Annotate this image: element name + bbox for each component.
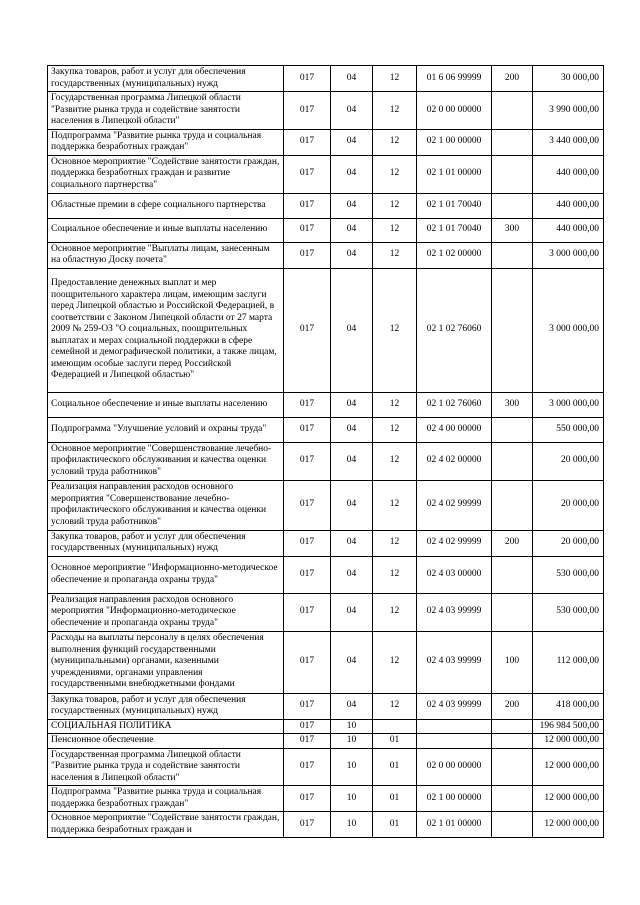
row-ved-cell: 017 xyxy=(284,268,331,392)
row-amount-cell: 20 000,00 xyxy=(533,480,604,530)
row-amount-cell: 3 440 000,00 xyxy=(533,129,604,155)
row-target-article-cell: 02 0 00 00000 xyxy=(417,92,492,130)
row-name-cell: Областные премии в сфере социального партнерства xyxy=(48,193,284,218)
row-ved-cell: 017 xyxy=(284,693,331,719)
row-subsection-cell: 12 xyxy=(373,417,417,442)
row-ved-cell: 017 xyxy=(284,631,331,693)
row-subsection-cell: 12 xyxy=(373,129,417,155)
row-section-cell: 04 xyxy=(331,155,373,193)
row-section-cell: 04 xyxy=(331,442,373,480)
row-section-cell: 10 xyxy=(331,734,373,749)
row-section-cell: 10 xyxy=(331,812,373,838)
row-name-cell: Государственная программа Липецкой области "Развитие рынка труда и содействие занятости населения в Липецкой области" xyxy=(48,92,284,130)
row-name-cell: Социальное обеспечение и иные выплаты населению xyxy=(48,218,284,242)
table-row xyxy=(48,693,604,719)
row-subsection-cell: 01 xyxy=(373,812,417,838)
row-expense-type-cell xyxy=(492,593,533,631)
row-name-cell: Предоставление денежных выплат и мер поощрительного характера лицам, имеющим заслуги перед Липецкой областью и Российской Федерацией, в соответствии с Законом Липецкой области от 27 марта 2009 № 259-ОЗ "О социальных, поощрительных выплатах и мерах социальной поддержки в сфере семейной и демографической политики, а также лицам, имеющим особые заслуги перед Российской Федерацией и Липецкой областью" xyxy=(48,268,284,392)
table-row xyxy=(48,786,604,812)
table-row xyxy=(48,593,604,631)
table-row xyxy=(48,719,604,734)
table-row xyxy=(48,734,604,749)
row-section-cell: 04 xyxy=(331,417,373,442)
table-row xyxy=(48,66,604,92)
row-name-cell: Подпрограмма "Развитие рынка труда и социальная поддержка безработных граждан" xyxy=(48,786,284,812)
table-row xyxy=(48,92,604,130)
row-subsection-cell: 12 xyxy=(373,92,417,130)
row-ved-cell: 017 xyxy=(284,530,331,556)
row-expense-type-cell: 100 xyxy=(492,631,533,693)
row-amount-cell: 12 000 000,00 xyxy=(533,734,604,749)
row-target-article-cell: 02 1 00 00000 xyxy=(417,786,492,812)
row-amount-cell: 196 984 500,00 xyxy=(533,719,604,734)
row-expense-type-cell: 300 xyxy=(492,392,533,417)
table-row xyxy=(48,193,604,218)
row-section-cell: 04 xyxy=(331,218,373,242)
row-subsection-cell: 12 xyxy=(373,218,417,242)
table-row xyxy=(48,480,604,530)
row-target-article-cell: 02 1 01 00000 xyxy=(417,155,492,193)
row-name-cell: Государственная программа Липецкой области "Развитие рынка труда и содействие занятости населения в Липецкой области" xyxy=(48,748,284,786)
row-ved-cell: 017 xyxy=(284,812,331,838)
row-expense-type-cell: 300 xyxy=(492,218,533,242)
row-name-cell: Реализация направления расходов основного мероприятия "Информационно-методическое обеспечение и пропаганда охраны труда" xyxy=(48,593,284,631)
table-row xyxy=(48,748,604,786)
row-name-cell: Пенсионное обеспечение xyxy=(48,734,284,749)
table-row xyxy=(48,442,604,480)
row-expense-type-cell: 200 xyxy=(492,530,533,556)
row-name-cell: Основное мероприятие "Содействие занятости граждан, поддержка безработных граждан и развитие социального партнерства" xyxy=(48,155,284,193)
row-target-article-cell xyxy=(417,719,492,734)
row-target-article-cell xyxy=(417,734,492,749)
row-target-article-cell: 02 4 00 00000 xyxy=(417,417,492,442)
row-name-cell: Закупка товаров, работ и услуг для обеспечения государственных (муниципальных) нужд xyxy=(48,693,284,719)
row-expense-type-cell xyxy=(492,719,533,734)
row-section-cell: 04 xyxy=(331,92,373,130)
row-amount-cell: 112 000,00 xyxy=(533,631,604,693)
row-amount-cell: 440 000,00 xyxy=(533,193,604,218)
row-expense-type-cell xyxy=(492,734,533,749)
row-section-cell: 04 xyxy=(331,268,373,392)
table-body xyxy=(48,66,604,838)
row-target-article-cell: 02 4 03 00000 xyxy=(417,556,492,593)
row-target-article-cell: 02 1 01 70040 xyxy=(417,218,492,242)
row-section-cell: 04 xyxy=(331,593,373,631)
row-expense-type-cell xyxy=(492,193,533,218)
row-target-article-cell: 02 4 02 99999 xyxy=(417,480,492,530)
row-expense-type-cell: 200 xyxy=(492,66,533,92)
row-subsection-cell: 12 xyxy=(373,693,417,719)
row-section-cell: 04 xyxy=(331,631,373,693)
row-target-article-cell: 02 4 02 99999 xyxy=(417,530,492,556)
row-amount-cell: 440 000,00 xyxy=(533,218,604,242)
row-ved-cell: 017 xyxy=(284,748,331,786)
row-ved-cell: 017 xyxy=(284,734,331,749)
row-amount-cell: 3 990 000,00 xyxy=(533,92,604,130)
row-amount-cell: 20 000,00 xyxy=(533,530,604,556)
row-section-cell: 04 xyxy=(331,693,373,719)
row-name-cell: Закупка товаров, работ и услуг для обеспечения государственных (муниципальных) нужд xyxy=(48,530,284,556)
row-name-cell: Закупка товаров, работ и услуг для обеспечения государственных (муниципальных) нужд xyxy=(48,66,284,92)
row-ved-cell: 017 xyxy=(284,66,331,92)
table-row xyxy=(48,812,604,838)
row-amount-cell: 3 000 000,00 xyxy=(533,242,604,268)
row-name-cell: Реализация направления расходов основного мероприятия "Совершенствование лечебно-профилактического обслуживания и качества оценки условий труда работников" xyxy=(48,480,284,530)
row-section-cell: 04 xyxy=(331,129,373,155)
row-section-cell: 10 xyxy=(331,786,373,812)
row-name-cell: СОЦИАЛЬНАЯ ПОЛИТИКА xyxy=(48,719,284,734)
row-amount-cell: 12 000 000,00 xyxy=(533,748,604,786)
row-name-cell: Социальное обеспечение и иные выплаты населению xyxy=(48,392,284,417)
row-expense-type-cell xyxy=(492,556,533,593)
row-ved-cell: 017 xyxy=(284,129,331,155)
row-subsection-cell: 12 xyxy=(373,392,417,417)
budget-table-page xyxy=(47,65,603,838)
row-name-cell: Подпрограмма "Улучшение условий и охраны труда" xyxy=(48,417,284,442)
row-name-cell: Подпрограмма "Развитие рынка труда и социальная поддержка безработных граждан" xyxy=(48,129,284,155)
row-ved-cell: 017 xyxy=(284,218,331,242)
row-ved-cell: 017 xyxy=(284,786,331,812)
table-row xyxy=(48,218,604,242)
row-section-cell: 04 xyxy=(331,66,373,92)
table-row xyxy=(48,155,604,193)
row-ved-cell: 017 xyxy=(284,155,331,193)
table-row xyxy=(48,631,604,693)
row-name-cell: Основное мероприятие "Информационно-методическое обеспечение и пропаганда охраны труда" xyxy=(48,556,284,593)
row-expense-type-cell xyxy=(492,748,533,786)
row-subsection-cell xyxy=(373,719,417,734)
row-expense-type-cell xyxy=(492,417,533,442)
table-row xyxy=(48,129,604,155)
row-section-cell: 04 xyxy=(331,193,373,218)
row-amount-cell: 12 000 000,00 xyxy=(533,786,604,812)
row-target-article-cell: 02 1 02 76060 xyxy=(417,268,492,392)
row-subsection-cell: 12 xyxy=(373,268,417,392)
row-target-article-cell: 02 1 00 00000 xyxy=(417,129,492,155)
row-section-cell: 04 xyxy=(331,530,373,556)
row-target-article-cell: 02 1 01 00000 xyxy=(417,812,492,838)
row-amount-cell: 3 000 000,00 xyxy=(533,268,604,392)
row-expense-type-cell xyxy=(492,812,533,838)
row-expense-type-cell xyxy=(492,786,533,812)
row-expense-type-cell xyxy=(492,129,533,155)
row-ved-cell: 017 xyxy=(284,92,331,130)
row-subsection-cell: 01 xyxy=(373,786,417,812)
row-subsection-cell: 12 xyxy=(373,593,417,631)
row-subsection-cell: 01 xyxy=(373,734,417,749)
row-subsection-cell: 12 xyxy=(373,155,417,193)
row-subsection-cell: 12 xyxy=(373,631,417,693)
row-target-article-cell: 02 1 01 70040 xyxy=(417,193,492,218)
row-amount-cell: 3 000 000,00 xyxy=(533,392,604,417)
row-expense-type-cell xyxy=(492,155,533,193)
row-target-article-cell: 02 1 02 76060 xyxy=(417,392,492,417)
row-target-article-cell: 02 4 02 00000 xyxy=(417,442,492,480)
row-amount-cell: 550 000,00 xyxy=(533,417,604,442)
row-target-article-cell: 02 0 00 00000 xyxy=(417,748,492,786)
row-amount-cell: 12 000 000,00 xyxy=(533,812,604,838)
row-section-cell: 10 xyxy=(331,719,373,734)
row-expense-type-cell xyxy=(492,442,533,480)
table-row xyxy=(48,530,604,556)
row-subsection-cell: 12 xyxy=(373,480,417,530)
row-target-article-cell: 02 4 03 99999 xyxy=(417,593,492,631)
row-subsection-cell: 01 xyxy=(373,748,417,786)
table-row xyxy=(48,268,604,392)
row-ved-cell: 017 xyxy=(284,719,331,734)
row-section-cell: 04 xyxy=(331,242,373,268)
row-target-article-cell: 01 6 06 99999 xyxy=(417,66,492,92)
row-name-cell: Основное мероприятие "Выплаты лицам, занесенным на областную Доску почета" xyxy=(48,242,284,268)
row-expense-type-cell xyxy=(492,242,533,268)
row-amount-cell: 418 000,00 xyxy=(533,693,604,719)
table-row xyxy=(48,556,604,593)
row-amount-cell: 530 000,00 xyxy=(533,593,604,631)
row-expense-type-cell xyxy=(492,268,533,392)
table-row xyxy=(48,242,604,268)
row-name-cell: Основное мероприятие "Совершенствование лечебно-профилактического обслуживания и качества оценки условий труда работников" xyxy=(48,442,284,480)
row-ved-cell: 017 xyxy=(284,193,331,218)
row-section-cell: 10 xyxy=(331,748,373,786)
row-section-cell: 04 xyxy=(331,556,373,593)
row-expense-type-cell xyxy=(492,480,533,530)
row-subsection-cell: 12 xyxy=(373,530,417,556)
row-subsection-cell: 12 xyxy=(373,193,417,218)
row-ved-cell: 017 xyxy=(284,480,331,530)
row-target-article-cell: 02 1 02 00000 xyxy=(417,242,492,268)
row-section-cell: 04 xyxy=(331,392,373,417)
row-amount-cell: 530 000,00 xyxy=(533,556,604,593)
row-ved-cell: 017 xyxy=(284,242,331,268)
row-ved-cell: 017 xyxy=(284,442,331,480)
row-expense-type-cell: 200 xyxy=(492,693,533,719)
row-subsection-cell: 12 xyxy=(373,556,417,593)
row-subsection-cell: 12 xyxy=(373,66,417,92)
budget-allocation-table xyxy=(47,65,604,838)
row-amount-cell: 30 000,00 xyxy=(533,66,604,92)
row-target-article-cell: 02 4 03 99999 xyxy=(417,631,492,693)
row-amount-cell: 440 000,00 xyxy=(533,155,604,193)
table-row xyxy=(48,392,604,417)
row-subsection-cell: 12 xyxy=(373,442,417,480)
row-ved-cell: 017 xyxy=(284,556,331,593)
row-target-article-cell: 02 4 03 99999 xyxy=(417,693,492,719)
row-name-cell: Основное мероприятие "Содействие занятости граждан, поддержка безработных граждан и xyxy=(48,812,284,838)
row-ved-cell: 017 xyxy=(284,417,331,442)
row-subsection-cell: 12 xyxy=(373,242,417,268)
row-amount-cell: 20 000,00 xyxy=(533,442,604,480)
row-ved-cell: 017 xyxy=(284,392,331,417)
row-name-cell: Расходы на выплаты персоналу в целях обеспечения выполнения функций государственными (муниципальными) органами, казенными учреждениями, органами управления государственными внебюджетными фондами xyxy=(48,631,284,693)
row-section-cell: 04 xyxy=(331,480,373,530)
table-row xyxy=(48,417,604,442)
row-ved-cell: 017 xyxy=(284,593,331,631)
row-expense-type-cell xyxy=(492,92,533,130)
